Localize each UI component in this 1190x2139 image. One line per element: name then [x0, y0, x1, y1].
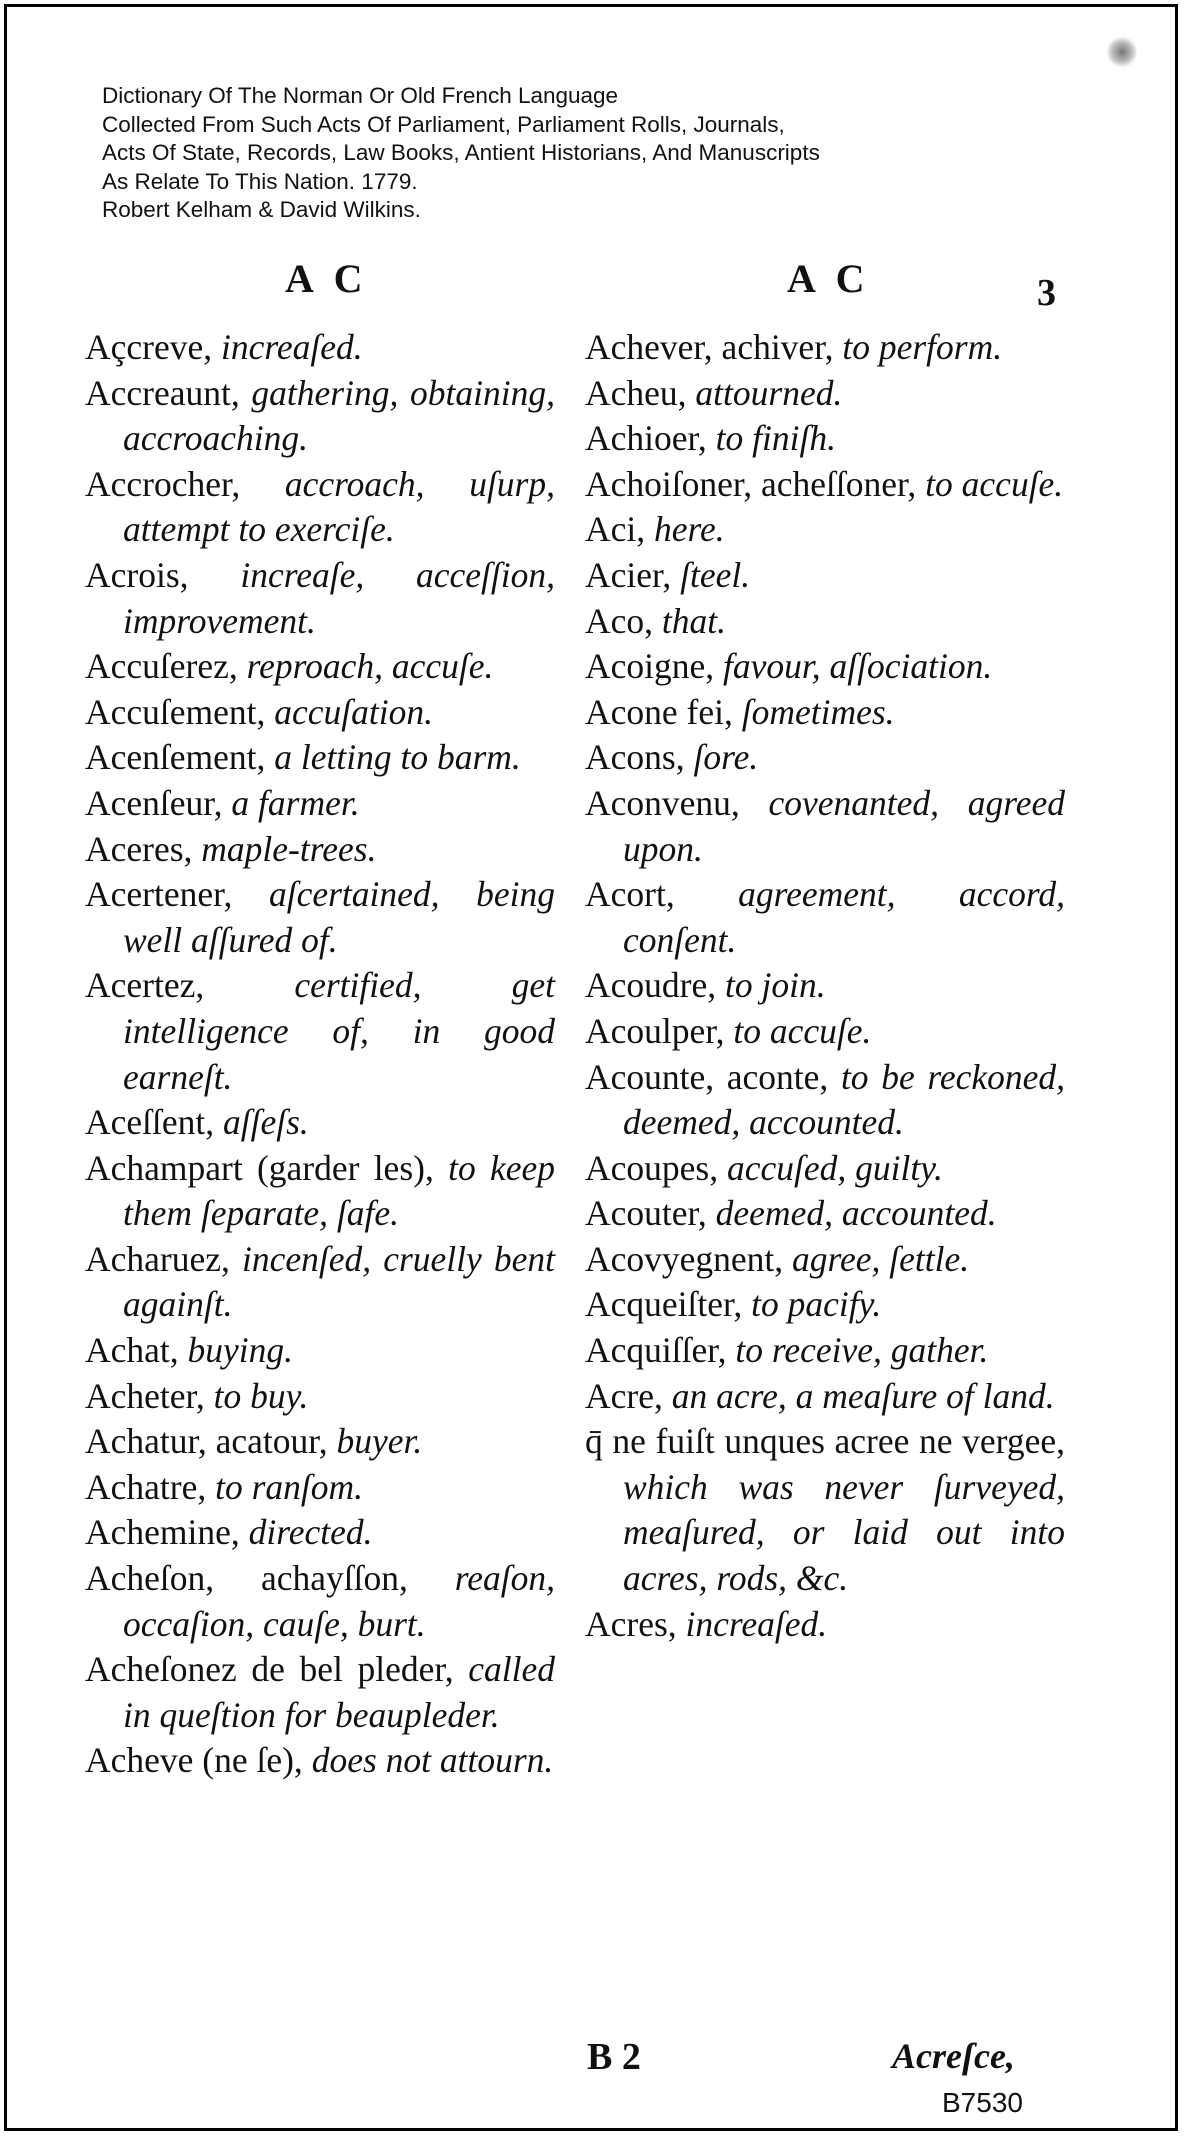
entry-headword: Achoiſoner, acheſſoner, [585, 463, 917, 504]
dictionary-entry [85, 371, 555, 462]
entry-headword: Acheve (ne ſe), [85, 1740, 303, 1781]
entry-definition: agree, ſettle. [792, 1238, 970, 1279]
entry-headword: Acqueiſter, [585, 1284, 743, 1325]
running-head-right: A C [787, 256, 871, 301]
dictionary-entry [85, 644, 555, 690]
entry-headword: Acenſeur, [85, 782, 223, 823]
entry-headword: Achatre, [85, 1466, 207, 1507]
dictionary-entry [585, 872, 1065, 963]
document-id: B7530 [942, 2087, 1023, 2118]
header-line: Collected From Such Acts Of Parliament, Parliament Rolls, Journals, [102, 111, 785, 137]
dictionary-entry [85, 690, 555, 736]
ink-smudge [1107, 37, 1137, 67]
book-page [4, 4, 1178, 2131]
entry-definition: aſſeſs. [223, 1102, 309, 1143]
entry-definition: aſcertained, being well aſſured of. [123, 874, 556, 960]
entry-headword: Acrois, [85, 554, 189, 595]
dictionary-entry [85, 1465, 555, 1511]
dictionary-entry [85, 781, 555, 827]
entry-definition: to perform. [842, 327, 1003, 367]
entry-definition: accuſed, guilty. [726, 1147, 943, 1188]
entry-headword: Achemine, [85, 1512, 240, 1553]
entry-headword: Acheu, [585, 372, 687, 413]
dictionary-entry [85, 1419, 555, 1465]
entry-headword: Achioer, [585, 418, 707, 459]
entry-definition: to finiſh. [715, 418, 836, 459]
dictionary-entry [585, 644, 1065, 690]
dictionary-entry [585, 325, 1065, 371]
dictionary-entry [85, 1328, 555, 1374]
entry-headword: Aco, [585, 600, 654, 641]
entry-headword: Acounte, aconte, [585, 1056, 829, 1097]
entry-definition: incenſed, cruelly bent againſt. [123, 1238, 555, 1325]
entry-definition: reproach, accuſe. [246, 646, 494, 687]
left-column [85, 325, 555, 1784]
entry-definition: maple-trees. [201, 828, 377, 869]
dictionary-entry [585, 963, 1065, 1009]
dictionary-entry [85, 872, 555, 963]
entry-headword: Acovyegnent, [585, 1238, 784, 1279]
dictionary-entry [85, 325, 555, 371]
dictionary-entry [85, 1100, 555, 1146]
dictionary-entry [585, 781, 1065, 872]
entry-definition: accroach, uſurp, attempt to exerciſe. [123, 463, 555, 550]
entry-headword: Acoupes, [585, 1147, 719, 1188]
dictionary-entry [585, 1282, 1065, 1328]
entry-headword: Acheſon, achayſſon, [85, 1558, 408, 1599]
entry-headword: Acoudre, [585, 965, 717, 1006]
dictionary-entry [585, 1419, 1065, 1601]
dictionary-entry [585, 1374, 1065, 1420]
running-head-left: A C [285, 256, 369, 301]
entry-definition: increaſed. [685, 1603, 828, 1644]
entry-definition: to receive, gather. [735, 1330, 989, 1371]
entry-definition: to buy. [213, 1375, 309, 1416]
entry-definition: agreement, accord, conſent. [623, 874, 1065, 960]
entry-headword: q̄ ne fuiſt unques acree ne vergee, [585, 1421, 1065, 1462]
entry-definition: directed. [248, 1512, 373, 1553]
dictionary-entry [585, 371, 1065, 417]
dictionary-entry [85, 1556, 555, 1647]
dictionary-entry [85, 1146, 555, 1237]
entry-definition: ſore. [693, 737, 759, 778]
entry-headword: Acheter, [85, 1375, 205, 1416]
dictionary-entry [85, 827, 555, 873]
entry-headword: Accuſerez, [85, 646, 238, 687]
entry-definition: here. [654, 509, 725, 550]
dictionary-entry [85, 1510, 555, 1556]
entry-headword: Achampart (garder les), [85, 1147, 434, 1188]
dictionary-entry [85, 1738, 555, 1784]
dictionary-entry [85, 1237, 555, 1328]
dictionary-entry [585, 1191, 1065, 1237]
right-column [585, 325, 1065, 1647]
entry-definition: attourned. [695, 372, 843, 413]
entry-definition: certified, get intelligence of, in good earneſt. [123, 965, 555, 1097]
dictionary-entry [585, 507, 1065, 553]
entry-definition: ſometimes. [741, 691, 895, 732]
page-number: 3 [1037, 272, 1056, 314]
dictionary-entry [85, 462, 555, 553]
entry-headword: Açcreve, [85, 327, 213, 367]
entry-headword: Acharuez, [85, 1238, 230, 1279]
entry-definition: gathering, obtaining, accroaching. [123, 372, 555, 459]
entry-definition: buyer. [336, 1421, 423, 1462]
entry-headword: Acertez, [85, 965, 205, 1006]
dictionary-entry [85, 1374, 555, 1420]
dictionary-entry [585, 690, 1065, 736]
entry-headword: Acone fei, [585, 691, 733, 732]
entry-headword: Acenſement, [85, 737, 266, 778]
entry-definition: to accuſe. [925, 463, 1064, 504]
entry-headword: Acres, [585, 1603, 677, 1644]
entry-headword: Aconvenu, [585, 782, 740, 823]
entry-definition: buying. [187, 1330, 294, 1371]
entry-headword: Aceſſent, [85, 1102, 215, 1143]
header-line: Acts Of State, Records, Law Books, Antient Historians, And Manuscripts [102, 140, 820, 165]
entry-headword: Acort, [585, 874, 675, 915]
entry-definition: deemed, accounted. [715, 1193, 997, 1234]
dictionary-entry [585, 1055, 1065, 1146]
dictionary-entry [585, 1328, 1065, 1374]
entry-definition: does not attourn. [311, 1740, 554, 1781]
entry-headword: Acons, [585, 737, 685, 778]
entry-headword: Acertener, [85, 874, 233, 915]
entry-definition: ſteel. [680, 554, 751, 595]
dictionary-entry [85, 553, 555, 644]
dictionary-entry [585, 599, 1065, 645]
entry-headword: Acquiſſer, [585, 1330, 727, 1371]
entry-definition: a letting to barm. [274, 737, 521, 778]
entry-headword: Achat, [85, 1330, 179, 1371]
entry-definition: an acre, a meaſure of land. [671, 1375, 1055, 1416]
dictionary-entry [585, 1237, 1065, 1283]
entry-definition: reaſon, occaſion, cauſe, burt. [123, 1558, 556, 1644]
entry-definition: favour, aſſociation. [723, 646, 993, 687]
entry-definition: accuſation. [274, 691, 433, 732]
header-line: As Relate To This Nation. 1779. [102, 168, 418, 194]
entry-headword: Accuſement, [85, 691, 266, 732]
entry-definition: to accuſe. [733, 1010, 872, 1051]
header-line: Dictionary Of The Norman Or Old French Language [102, 83, 619, 108]
entry-definition: increaſed. [221, 327, 363, 367]
dictionary-entry [585, 553, 1065, 599]
dictionary-entry [85, 1647, 555, 1738]
dictionary-entry [585, 1009, 1065, 1055]
entry-headword: Achever, achiver, [585, 327, 834, 367]
entry-definition: increaſe, acceſſion, improvement. [123, 554, 556, 641]
entry-definition: to join. [724, 965, 826, 1006]
entry-headword: Acoulper, [585, 1010, 725, 1051]
entry-headword: Acier, [585, 554, 672, 595]
entry-definition: to keep them ſeparate, ſafe. [123, 1147, 555, 1234]
dictionary-entry [85, 735, 555, 781]
catalog-header [102, 82, 820, 225]
entry-definition: covenanted, agreed upon. [623, 782, 1065, 869]
entry-headword: Accrocher, [85, 463, 241, 504]
entry-headword: Aceres, [85, 828, 193, 869]
entry-headword: Achatur, acatour, [85, 1421, 328, 1462]
dictionary-entry [585, 462, 1065, 508]
dictionary-entry [585, 735, 1065, 781]
catchword: Acreſce, [892, 2036, 1015, 2076]
entry-headword: Accreaunt, [85, 372, 240, 413]
entry-definition: which was never ſurveyed, meaſured, or laid out into acres, rods, &c. [623, 1466, 1065, 1599]
entry-definition: called in queſtion for beaupleder. [123, 1649, 555, 1735]
entry-headword: Aci, [585, 509, 646, 550]
entry-headword: Acoigne, [585, 646, 715, 687]
entry-definition: that. [661, 600, 727, 641]
entry-definition: a farmer. [231, 782, 360, 823]
dictionary-entry [85, 963, 555, 1100]
dictionary-entry [585, 1602, 1065, 1648]
signature-mark: B 2 [587, 2036, 641, 2078]
entry-headword: Acheſonez de bel pleder, [85, 1649, 454, 1690]
header-line: Robert Kelham & David Wilkins. [102, 197, 421, 222]
entry-headword: Acouter, [585, 1193, 707, 1234]
dictionary-entry [585, 416, 1065, 462]
entry-definition: to be reckoned, deemed, accounted. [623, 1056, 1065, 1143]
entry-headword: Acre, [585, 1375, 663, 1416]
entry-definition: to pacify. [751, 1284, 882, 1325]
entry-definition: to ranſom. [215, 1466, 364, 1507]
dictionary-entry [585, 1146, 1065, 1192]
